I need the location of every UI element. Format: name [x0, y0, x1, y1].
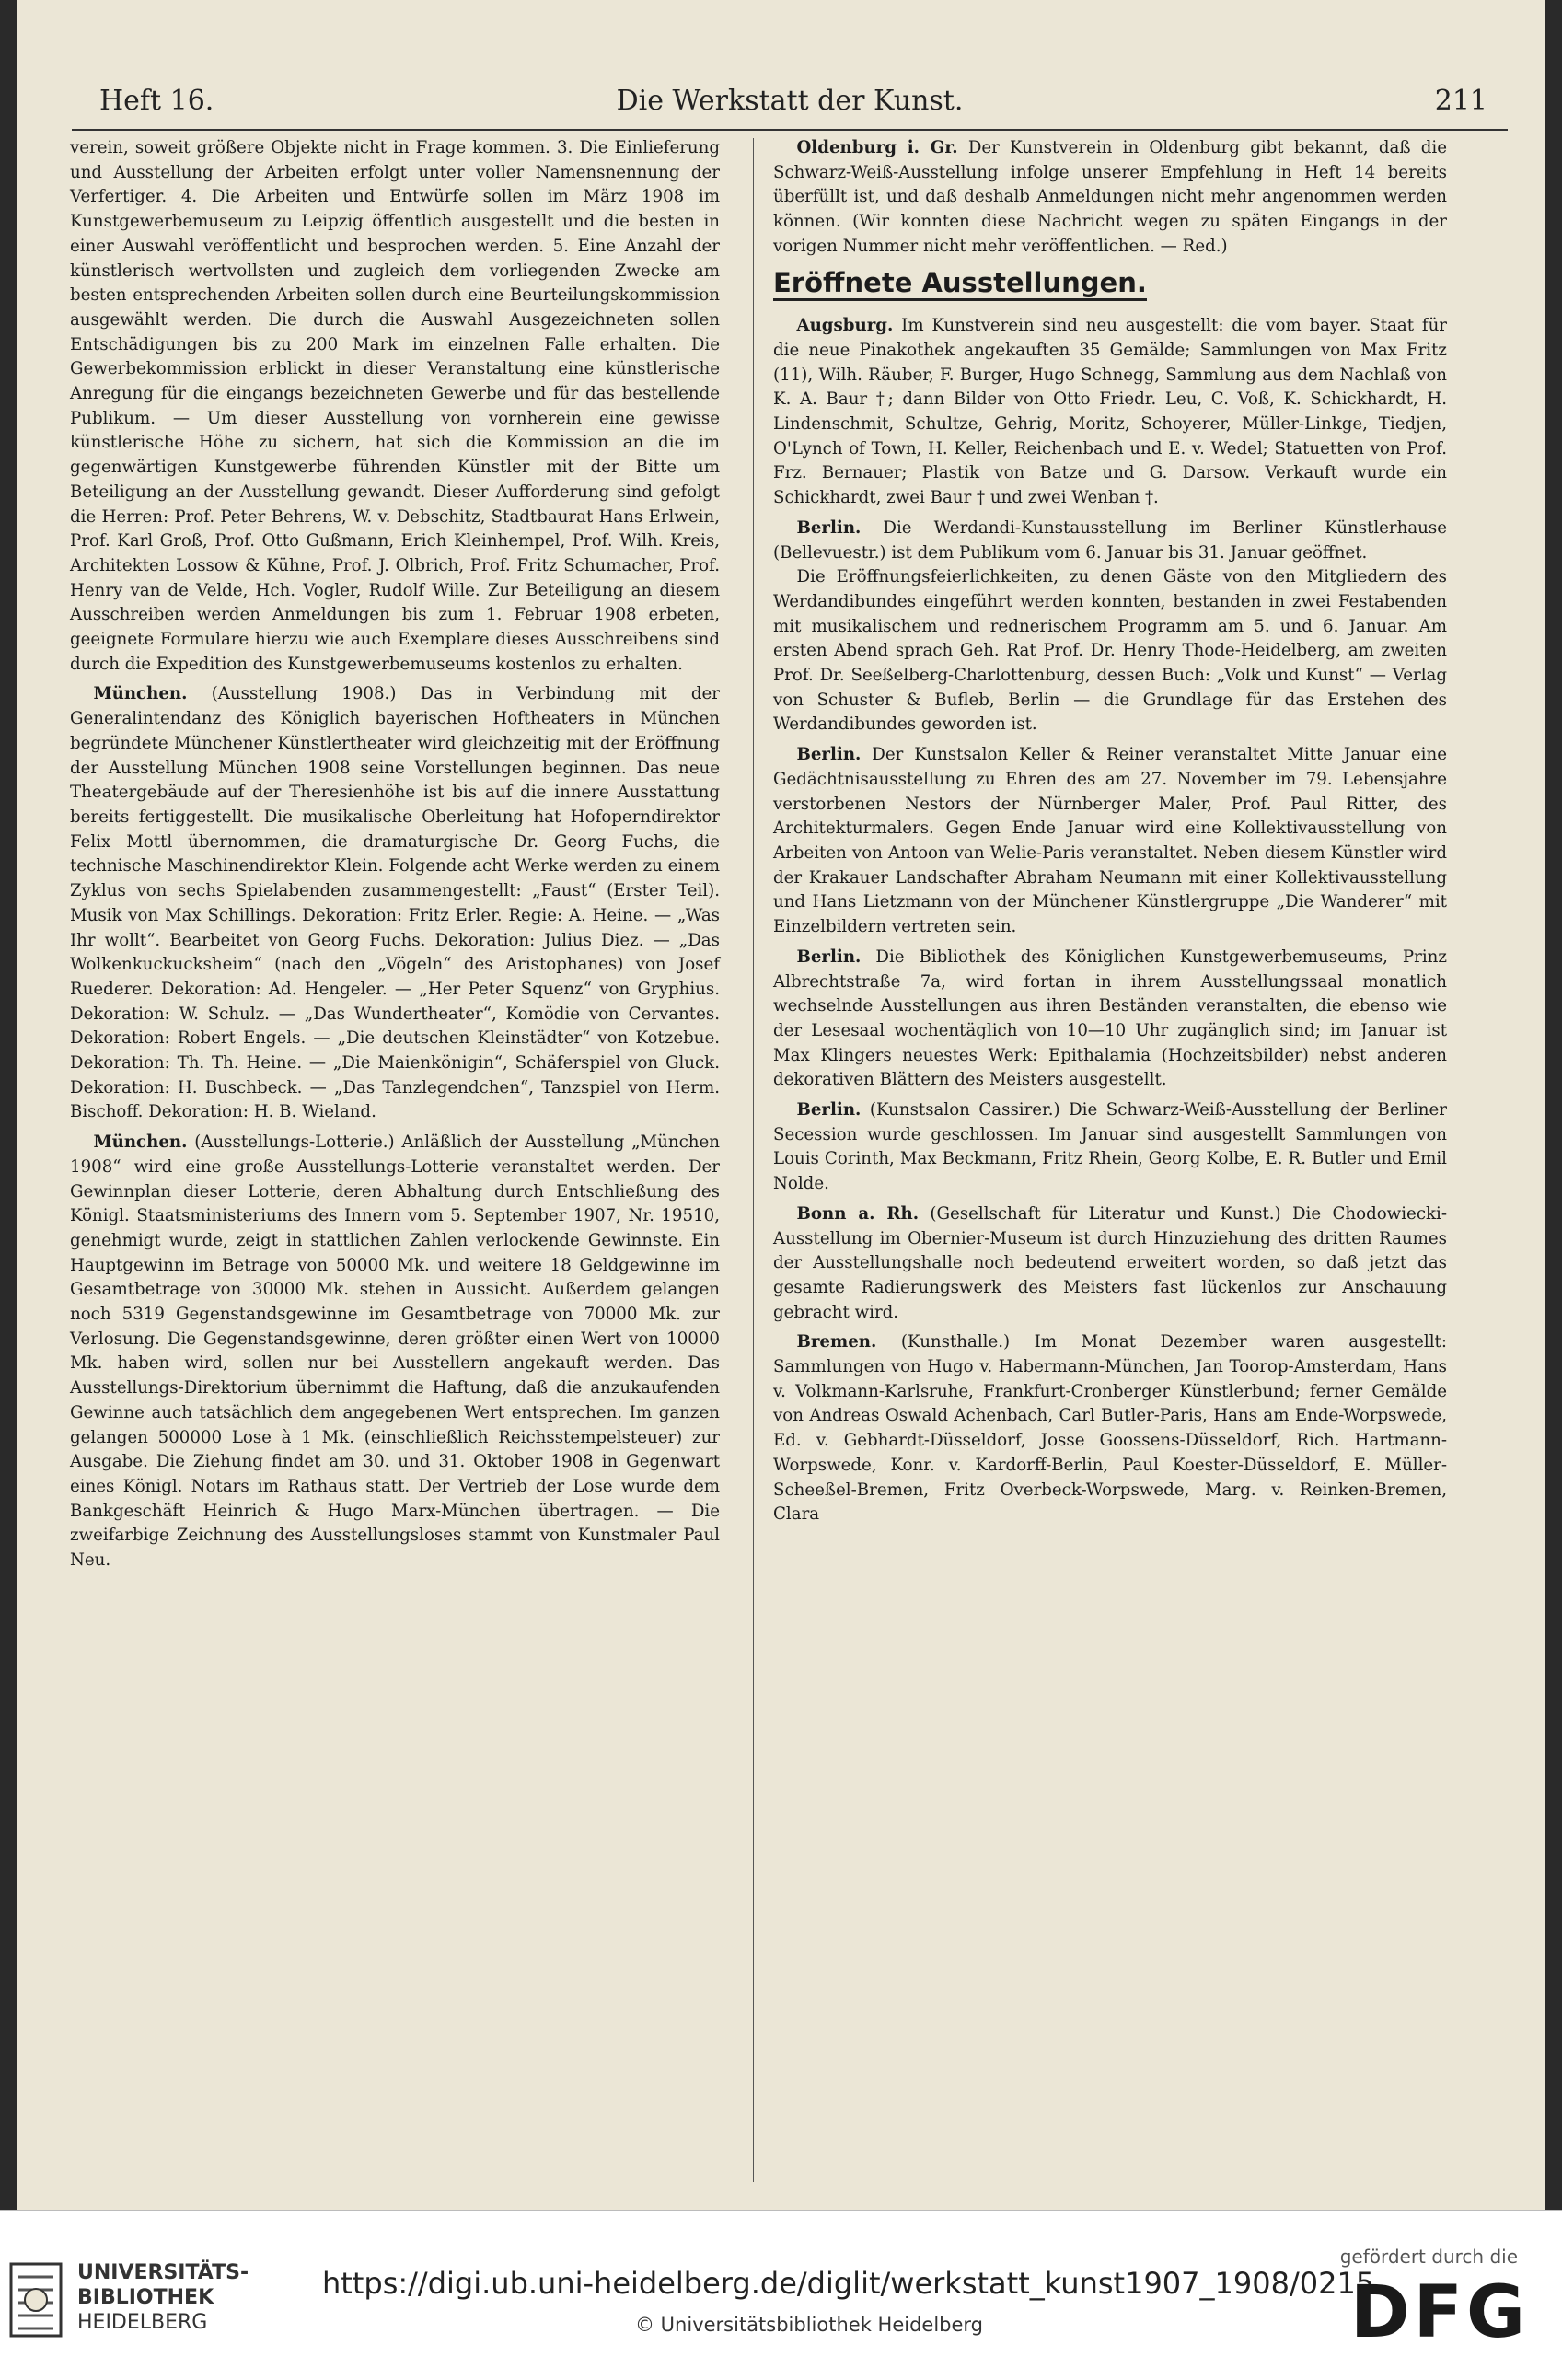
article-paragraph [773, 946, 1447, 1093]
library-seal-icon [7, 2258, 64, 2341]
copyright-notice: © Universitätsbibliothek Heidelberg [635, 2314, 984, 2336]
location-label: Berlin. [796, 745, 862, 765]
dfg-logo[interactable]: DFG [1349, 2271, 1529, 2354]
article-paragraph [70, 1131, 720, 1573]
article-paragraph [773, 1202, 1447, 1326]
permalink[interactable]: https://digi.ub.uni-heidelberg.de/diglit/werkstatt_kunst1907_1908/0215 [322, 2266, 1375, 2301]
paragraph-text: Im Kunstverein sind neu ausgestellt: die vom bayer. Staat für die neue Pinakothek angekauften 35 Gemälde; Sammlungen von Max Fritz (11), Wilh. Räuber, F. Burger, Hugo Schnegg, Sammlung aus dem Nachlaß von K. A. Baur †; dann Bilder von Otto Friedr. Leu, C. Voß, K. Schickhardt, H. Lindenschmit, Schultze, Gehrig, Moritz, Schoyerer, Müller-Linkge, Tiedjen, O'Lynch of Town, H. Keller, Reichenbach und E. v. Wedel; Statuetten von Prof. Frz. Bernauer; Plastik von Batze und G. Darsow. Verkauft wurde ein Schickhardt, zwei Baur † und zwei Wenban †. [773, 316, 1447, 508]
location-label: Bremen. [796, 1332, 877, 1353]
library-logo[interactable] [7, 2251, 302, 2352]
article-paragraph [773, 743, 1447, 940]
left-column [70, 136, 720, 1573]
article-paragraph [773, 314, 1447, 511]
location-label: Bonn a. Rh. [796, 1203, 920, 1224]
location-label: Berlin. [796, 946, 862, 967]
paragraph-text: Die Bibliothek des Königlichen Kunstgewerbemuseums, Prinz Albrechtstraße 7a, wird fortan in ihrem Ausstellungssaal monatlich wechselnde Ausstellungen aus ihren Beständen veranstalten, die ebenso wie der Lesesaal wochentäglich von 10—10 Uhr zugänglich sind; im Januar ist Max Klingers neuestes Werk: Epithalamia (Hochzeitsbilder) nebst anderen dekorativen Blättern des Meisters ausgestellt. [773, 946, 1447, 1090]
paragraph-text: (Kunstsalon Cassirer.) Die Schwarz-Weiß-Ausstellung der Berliner Secession wurde geschlossen. Im Januar sind ausgestellt Sammlungen von Louis Corinth, Max Beckmann, Fritz Rhein, Georg Kolbe, E. R. Butler und Emil Nolde. [773, 1100, 1447, 1194]
right-column [773, 136, 1447, 1527]
article-paragraph [773, 136, 1447, 260]
paragraph-text: Der Kunstverein in Oldenburg gibt bekannt, daß die Schwarz-Weiß-Ausstellung infolge unserer Empfehlung in Heft 14 bereits überfüllt ist, und daß deshalb Anmeldungen nicht mehr angenommen werden können. (Wir konnten diese Nachricht wegen zu späten Eingangs in der vorigen Nummer nicht mehr veröffentlichen. — Red.) [773, 138, 1447, 256]
location-label: Oldenburg i. Gr. [796, 138, 958, 157]
location-label: München. [93, 1132, 188, 1153]
page-number: 211 [1434, 85, 1487, 117]
location-label: München. [93, 684, 188, 704]
paragraph-text: Der Kunstsalon Keller & Reiner veranstaltet Mitte Januar eine Gedächtnisausstellung zu Ehren des am 27. November im 79. Lebensjahre verstorbenen Nestors der Nürnberger Maler, Prof. Paul Ritter, des Architekturmalers. Gegen Ende Januar wird eine Kollektivausstellung von Arbeiten von Antoon van Welie-Paris veranstaltet. Neben diesem Künstler wird der Krakauer Landschafter Abraham Neumann mit einer Kollektivausstellung und Hans Lietzmann von der Münchener Künstlergruppe „Die Wanderer“ mit Einzelbildern vertreten sein. [773, 745, 1447, 937]
article-paragraph: verein, soweit größere Objekte nicht in Frage kommen. 3. Die Einlieferung und Ausstellung der Arbeiten erfolgt unter voller Namensnennung der Verfertiger. 4. Die Arbeiten und Entwürfe sollen im März 1908 im Kunstgewerbemuseum zu Leipzig öffentlich ausgestellt und die besten in einer Auswahl veröffentlicht und besprochen werden. 5. Eine Anzahl der künstlerisch wertvollsten und zugleich dem vorliegenden Zwecke am besten entsprechenden Arbeiten sollen durch eine Beurteilungskommission ausgewählt werden. Die durch die Auswahl Ausgezeichneten sollen Entschädigungen bis zu 200 Mark im einzelnen Falle erhalten. Die Gewerbekommission erblickt in dieser Veranstaltung eine künstlerische Anregung für die eingangs bezeichneten Gewerbe und für das bestellende Publikum. — Um dieser Ausstellung von vornherein eine gewisse künstlerische Höhe zu sichern, hat sich die Kommission an die im gegenwärtigen Kunstgewerbe führenden Künstler mit der Bitte um Beteiligung an der Ausstellung gewandt. Dieser Aufforderung sind gefolgt die Herren: Prof. Peter Behrens, W. v. Debschitz, Stadtbaurat Hans Erlwein, Prof. Karl Groß, Prof. Otto Gußmann, Erich Kleinhempel, Prof. Wilh. Kreis, Architekten Lossow & Kühne, Prof. J. Olbrich, Prof. Fritz Schumacher, Prof. Henry van de Velde, Hch. Vogler, Rudolf Wille. Zur Beteiligung an diesem Ausschreiben werden Anmeldungen bis zum 1. Februar 1908 erbeten, geeignete Formulare hierzu wie auch Exemplare dieses Ausschreibens sind durch die Expedition des Kunstgewerbemuseums kostenlos zu erhalten. [70, 138, 720, 674]
paragraph-text: (Gesellschaft für Literatur und Kunst.) Die Chodowiecki-Ausstellung im Obernier-Museum ist durch Hinzuziehung des dritten Raumes der Ausstellungshalle noch bedeutend erweitert worden, so daß jetzt das gesamte Radierungswerk des Meisters fast lückenlos zur Anschauung gebracht wird. [773, 1203, 1447, 1322]
article-paragraph [773, 1330, 1447, 1527]
scanned-page [17, 0, 1545, 2210]
article-paragraph [70, 682, 720, 1125]
column-rule [753, 138, 754, 2182]
header-rule [72, 129, 1508, 131]
funding-note: gefördert durch die [1339, 2246, 1518, 2268]
article-paragraph: Die Eröffnungsfeierlichkeiten, zu denen Gäste von den Mitgliedern des Werdandibundes eingeführt werden konnten, bestanden in zwei Festabenden mit musikalischem und rednerischem Programm am 5. und 6. Januar. Am ersten Abend sprach Geh. Rat Prof. Dr. Henry Thode-Heidelberg, am zweiten Prof. Dr. Seeßelberg-Charlottenburg, dessen Buch: „Volk und Kunst“ — Verlag von Schuster & Bufleb, Berlin — die Grundlage für das Erstehen des Werdandibundes geworden ist. [773, 567, 1447, 735]
location-label: Berlin. [796, 517, 862, 538]
journal-title: Die Werkstatt der Kunst. [616, 85, 964, 117]
article-paragraph [773, 1098, 1447, 1197]
paragraph-text: (Ausstellungs-Lotterie.) Anläßlich der Ausstellung „München 1908“ wird eine große Ausstellungs-Lotterie veranstaltet werden. Der Gewinnplan dieser Lotterie, deren Abhaltung durch Entschließung des Königl. Staatsministeriums des Innern vom 5. September 1907, Nr. 19510, genehmigt wurde, zeigt in stattlichen Zahlen verlockende Gewinnste. Ein Hauptgewinn im Betrage von 50000 Mk. und weitere 18 Geldgewinne im Gesamtbetrage von 30000 Mk. stehen in Aussicht. Außerdem gelangen noch 5319 Gegenstandsgewinne im Gesamtbetrage von 70000 Mk. zur Verlosung. Die Gegenstandsgewinne, deren größter einen Wert von 10000 Mk. haben wird, sollen nur bei Ausstellern angekauft werden. Das Ausstellungs-Direktorium übernimmt die Haftung, daß die anzukaufenden Gewinne auch tatsächlich dem angegebenen Wert entsprechen. Im ganzen gelangen 500000 Lose à 1 Mk. (einschließlich Reichsstempelsteuer) zur Ausgabe. Die Ziehung findet am 30. und 31. Oktober 1908 in Gegenwart eines Königl. Notars im Rathaus statt. Der Vertrieb der Lose wurde dem Bankgeschäft Heinrich & Hugo Marx-München übertragen. — Die zweifarbige Zeichnung des Ausstellungsloses stammt von Kunstmaler Paul Neu. [70, 1132, 720, 1571]
location-label: Augsburg. [796, 316, 894, 336]
article-paragraph [773, 517, 1447, 565]
viewer-footer [0, 2210, 1562, 2380]
running-head [72, 85, 1508, 131]
paragraph-text: Die Werdandi-Kunstausstellung im Berliner Künstlerhause (Bellevuestr.) ist dem Publikum vom 6. Januar bis 31. Januar geöffnet. [773, 517, 1447, 563]
issue-number: Heft 16. [99, 85, 214, 117]
paragraph-text: (Kunsthalle.) Im Monat Dezember waren ausgestellt: Sammlungen von Hugo v. Habermann-München, Jan Toorop-Amsterdam, Hans v. Volkmann-Karlsruhe, Frankfurt-Cronberger Künstlerbund; ferner Gemälde von Andreas Oswald Achenbach, Carl Butler-Paris, Hans am Ende-Worpswede, Ed. v. Gebhardt-Düsseldorf, Josse Goossens-Düsseldorf, Rich. Hartmann-Worpswede, Konr. v. Kardorff-Berlin, Paul Koester-Düsseldorf, E. Müller-Scheeßel-Bremen, Fritz Overbeck-Worpswede, Marg. v. Reinken-Bremen, Clara [773, 1332, 1447, 1525]
paragraph-text: (Ausstellung 1908.) Das in Verbindung mit der Generalintendanz des Königlich bayerischen Hoftheaters in München begründete Münchener Künstlertheater wird gleichzeitig mit der Eröffnung der Ausstellung München 1908 seine Vorstellungen beginnen. Das neue Theatergebäude auf der Theresienhöhe ist bis auf die innere Ausstattung bereits fertiggestellt. Die musikalische Oberleitung hat Hofoperndirektor Felix Mottl übernommen, die dramaturgische Dr. Georg Fuchs, die technische Maschinendirektor Klein. Folgende acht Werke werden zu einem Zyklus von sechs Spielabenden zusammengestellt: „Faust“ (Erster Teil). Musik von Max Schillings. Dekoration: Fritz Erler. Regie: A. Heine. — „Was Ihr wollt“. Bearbeitet von Georg Fuchs. Dekoration: Julius Diez. — „Das Wolkenkuckucksheim“ (nach den „Vögeln“ des Aristophanes) von Josef Ruederer. Dekoration: Ad. Hengeler. — „Her Peter Squenz“ von Gryphius. Dekoration: W. Schulz. — „Das Wundertheater“, Komödie von Cervantes. Dekoration: Robert Engels. — „Die deutschen Kleinstädter“ von Kotzebue. Dekoration: Th. Th. Heine. — „Die Maienkönigin“, Schäferspiel von Gluck. Dekoration: H. Buschbeck. — „Das Tanzlegendchen“, Tanzspiel von Herm. Bischoff. Dekoration: H. B. Wieland. [70, 684, 720, 1122]
location-label: Berlin. [796, 1100, 862, 1120]
section-heading: Eröffnete Ausstellungen. [773, 271, 1147, 302]
library-name: UNIVERSITÄTS- BIBLIOTHEK HEIDELBERG [77, 2261, 249, 2334]
